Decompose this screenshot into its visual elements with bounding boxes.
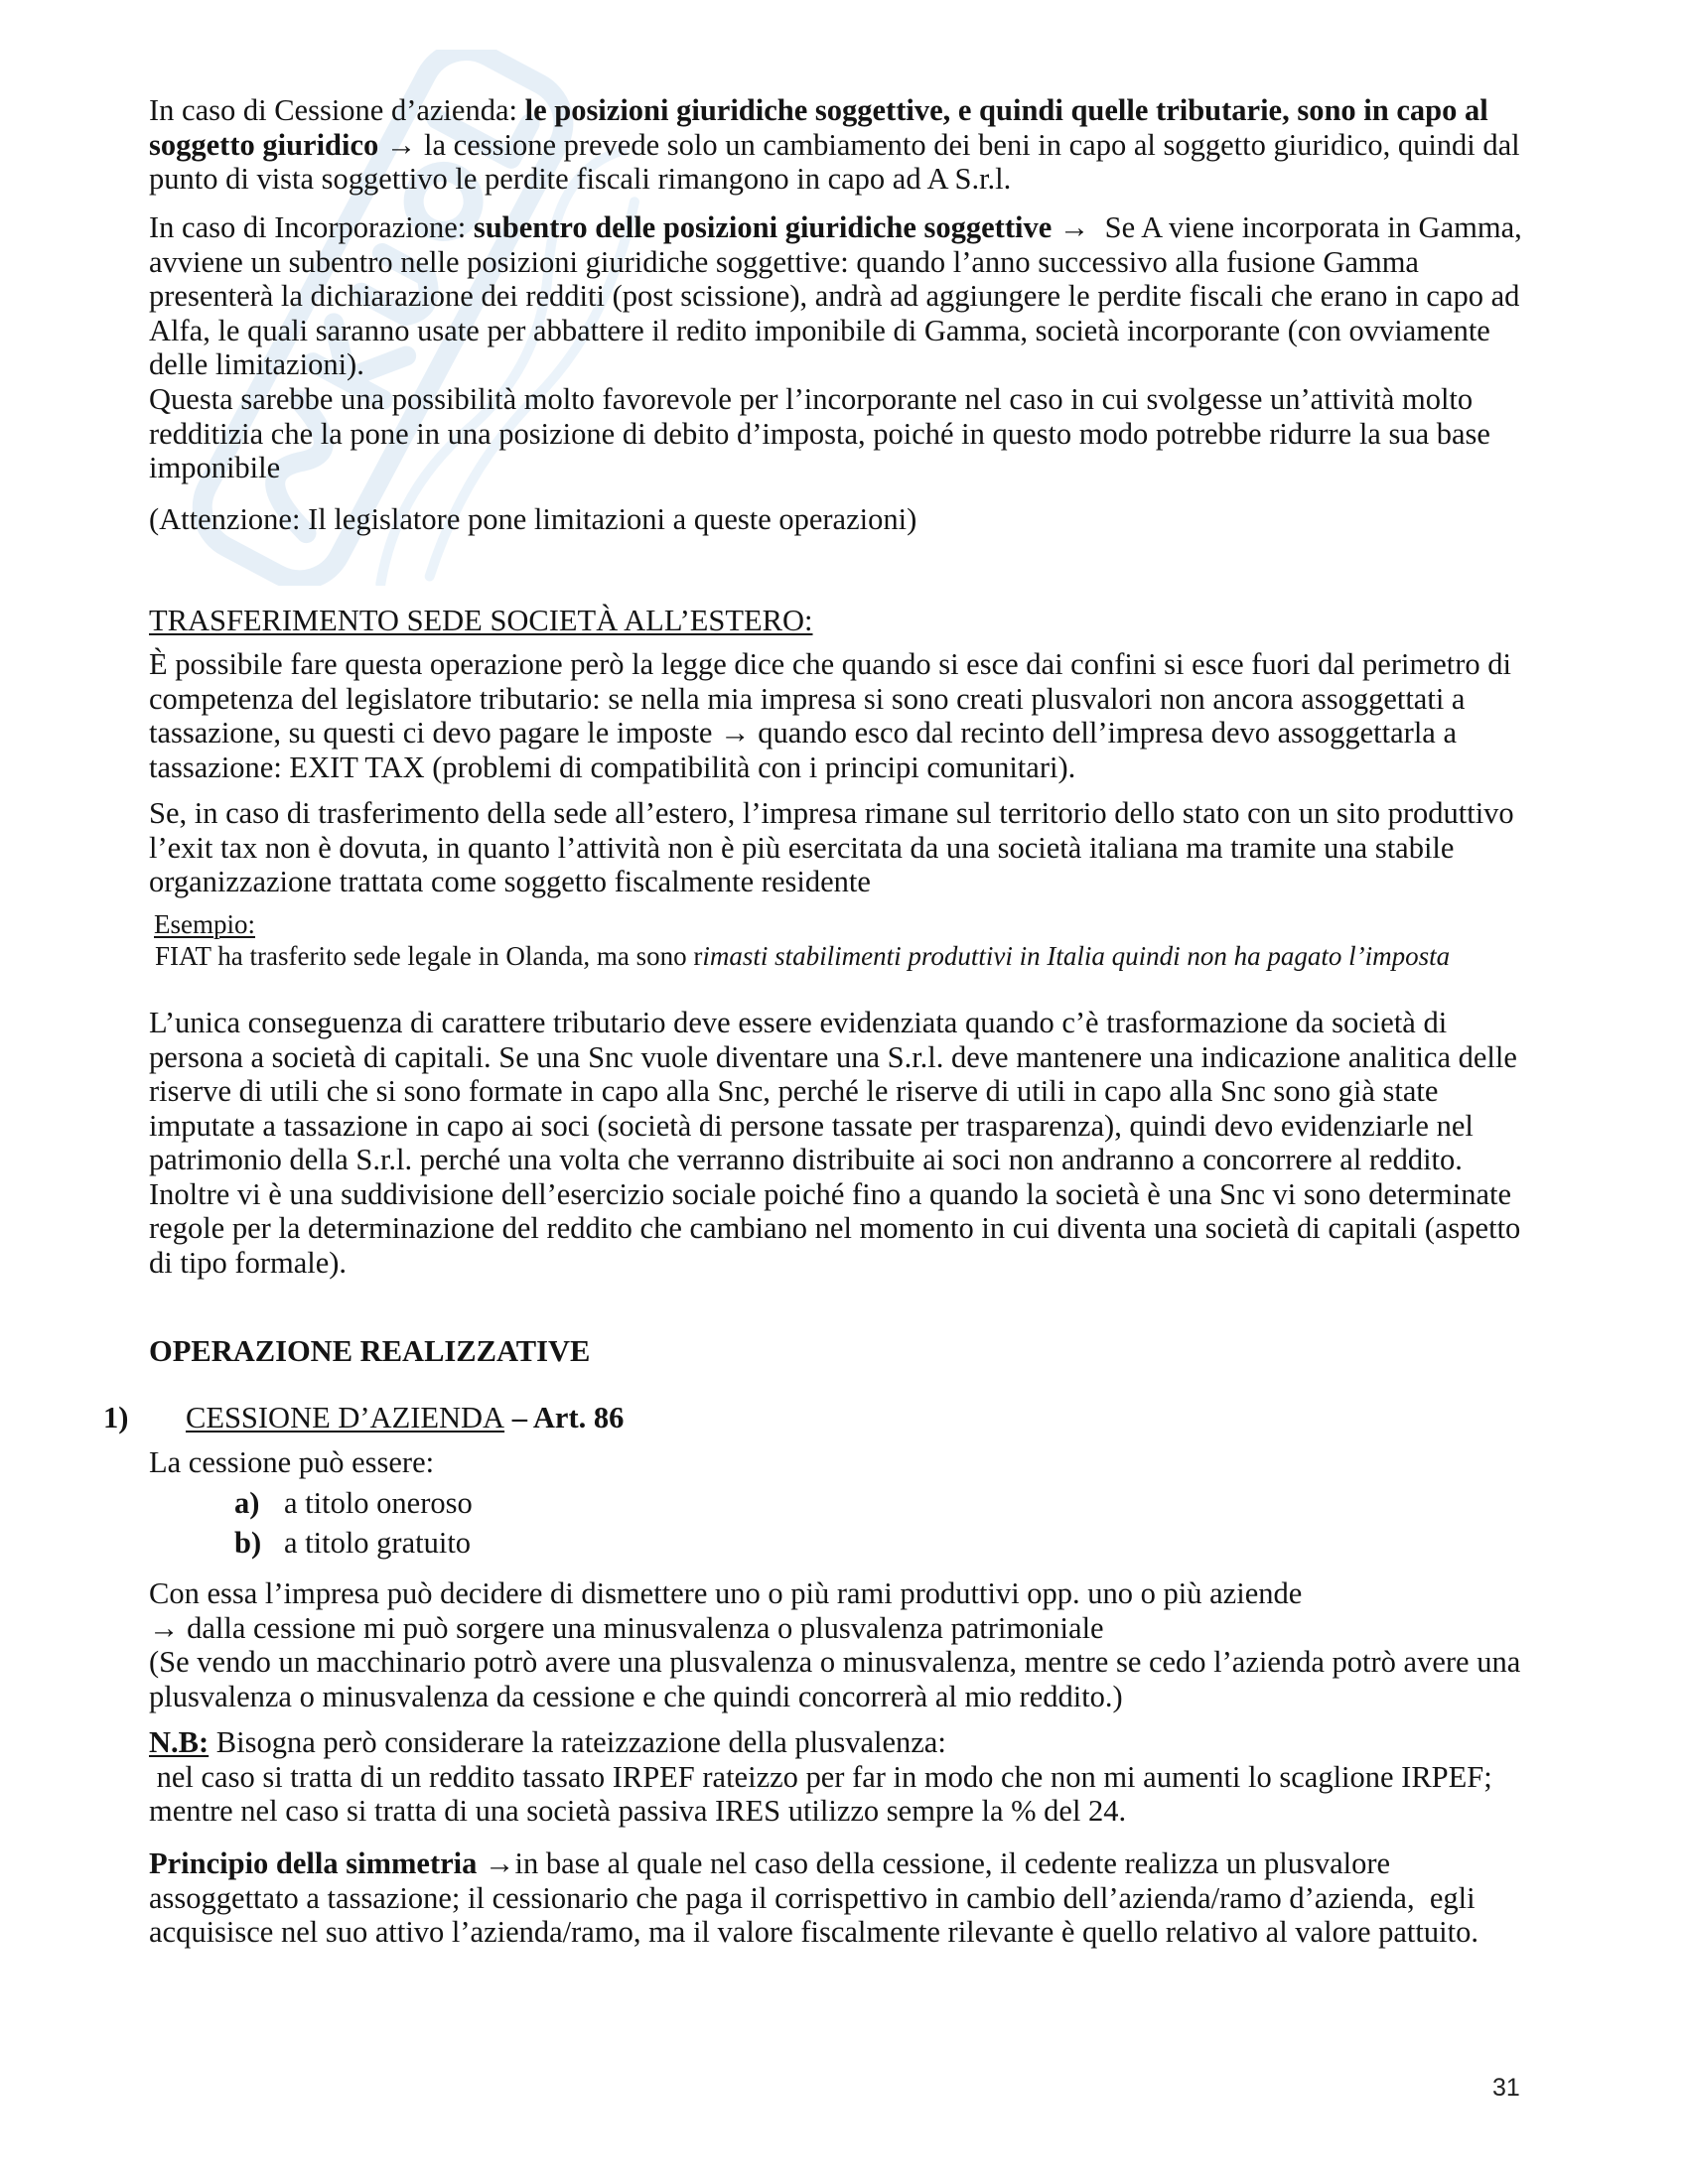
text-run: FIAT ha trasferito sede legale in Olanda, ma sono r xyxy=(155,941,703,971)
text-run: l’exit tax non è dovuta, in quanto l’attività non è più esercitata da una società italiana ma tramite una stabile xyxy=(149,830,1455,865)
section-number xyxy=(103,1401,128,1435)
text-line xyxy=(103,1401,128,1435)
bold-text-run: Principio della simmetria xyxy=(149,1846,478,1880)
nb-label: N.B: xyxy=(149,1725,210,1759)
text-run: tassazione: EXIT TAX (problemi di compatibilità con i principi comunitari). xyxy=(149,750,1076,784)
text-run: patrimonio della S.r.l. perché una volta che verranno distribuite ai soci non andranno a concorrere al reddito. xyxy=(149,1143,1463,1176)
text-line xyxy=(149,1006,1520,1040)
text-line xyxy=(155,940,1450,972)
text-line xyxy=(186,1401,624,1435)
text-run: competenza del legislatore tributario: se nella mia impresa si sono creati plusvalori non ancora assoggettati a xyxy=(149,681,1466,716)
paragraph-trasformazione xyxy=(149,1006,1520,1280)
text-run: → la cessione prevede solo un cambiamento dei beni in capo al soggetto giuridico, quindi dal xyxy=(378,127,1520,162)
text-run: acquisisce nel suo attivo l’azienda/ramo, ma il valore fiscalmente rilevante è quello relativo al valore pattuito. xyxy=(149,1915,1478,1949)
text-line xyxy=(149,210,1522,245)
text-line xyxy=(149,716,1511,751)
text-line xyxy=(149,279,1522,314)
paragraph-attenzione xyxy=(149,502,916,537)
text-line xyxy=(149,1611,1520,1646)
underlined-heading-text: TRASFERIMENTO SEDE SOCIETÀ ALL’ESTERO: xyxy=(149,604,813,637)
paragraph-principio-simmetria xyxy=(149,1846,1478,1950)
heading-trasferimento-sede xyxy=(149,604,813,638)
paragraph-vantaggio xyxy=(149,382,1490,485)
text-run: → Se A viene incorporata in Gamma, xyxy=(1052,210,1522,244)
text-line xyxy=(149,647,1511,682)
text-line xyxy=(149,347,1522,382)
text-run: tassazione, su questi ci devo pagare le imposte → quando esco dal recinto dell’impresa devo assoggettarla a xyxy=(149,716,1457,750)
text-line xyxy=(149,245,1522,280)
bold-text-run: subentro delle posizioni giuridiche soggettive xyxy=(473,210,1053,244)
section-title-cessione xyxy=(186,1401,624,1435)
text-line xyxy=(149,1334,590,1369)
text-line xyxy=(149,831,1514,866)
text-line xyxy=(149,604,813,638)
text-line xyxy=(149,1846,1478,1881)
text-line xyxy=(284,1526,471,1561)
italic-text-run: imasti stabilimenti produttivi in Italia quindi non ha pagato l’imposta xyxy=(702,941,1451,971)
text-run: Bisogna però considerare la rateizzazione della plusvalenza: xyxy=(209,1725,946,1759)
text-line xyxy=(149,314,1522,348)
text-run: punto di vista soggettivo le perdite fiscali rimangono in capo ad A S.r.l. xyxy=(149,162,1012,196)
text-run: mentre nel caso si tratta di una società passiva IRES utilizzo sempre la % del 24. xyxy=(149,1794,1127,1828)
underlined-title-text: CESSIONE D’AZIENDA xyxy=(186,1401,505,1434)
text-run: Questa sarebbe una possibilità molto favorevole per l’incorporante nel caso in cui svolgesse un’attività molto xyxy=(149,382,1474,416)
paragraph-incorporazione xyxy=(149,210,1522,382)
text-line xyxy=(149,382,1490,417)
text-run: La cessione può essere: xyxy=(149,1445,435,1479)
text-line xyxy=(149,682,1511,717)
list-number: 1) xyxy=(103,1401,129,1434)
text-line xyxy=(149,1881,1478,1916)
text-run: In caso di Incorporazione: xyxy=(149,210,474,244)
list-item-a-marker xyxy=(234,1486,259,1521)
esempio-label-block xyxy=(154,908,255,940)
text-line xyxy=(149,1645,1520,1680)
text-run: persona a società di capitali. Se una Snc vuole diventare una S.r.l. deve mantenere una indicazione analitica delle xyxy=(149,1039,1517,1074)
text-run: regole per la determinazione del reddito che cambiano nel momento in cui diventa una società di capitali (aspetto xyxy=(149,1211,1521,1245)
text-run: di tipo formale). xyxy=(149,1245,348,1280)
text-line xyxy=(149,1445,434,1480)
text-line xyxy=(149,1109,1520,1144)
text-line xyxy=(149,1211,1520,1246)
paragraph-cessione-azienda xyxy=(149,93,1520,197)
bold-text-run: – Art. 86 xyxy=(504,1401,625,1434)
text-line xyxy=(149,796,1514,831)
esempio-label: Esempio: xyxy=(154,909,255,939)
list-marker: b) xyxy=(234,1526,262,1560)
text-run: riserve di utili che si sono formate in capo alla Snc, perché le riserve di utili in capo alla Snc sono già state xyxy=(149,1074,1439,1108)
text-line xyxy=(149,1760,1492,1795)
text-run: (Attenzione: Il legislatore pone limitazioni a queste operazioni) xyxy=(149,502,917,536)
text-line xyxy=(149,1143,1520,1177)
text-run: redditizia che la pone in una posizione di debito d’imposta, poiché in questo modo potrebbe ridurre la sua base xyxy=(149,416,1490,451)
paragraph-exit-tax xyxy=(149,647,1511,784)
text-run: Inoltre vi è una suddivisione dell’esercizio sociale poiché fino a quando la società è una Snc vi sono determinate xyxy=(149,1176,1512,1211)
text-line xyxy=(149,1680,1520,1714)
page-number: 31 xyxy=(1492,2074,1520,2102)
text-line xyxy=(149,865,1514,899)
text-line xyxy=(149,162,1520,197)
text-line xyxy=(234,1486,259,1521)
text-line xyxy=(149,1074,1520,1109)
text-line xyxy=(149,1915,1478,1950)
text-run: È possibile fare questa operazione però la legge dice che quando si esce dai confini si esce fuori dal perimetro di xyxy=(149,647,1511,681)
text-line xyxy=(149,1177,1520,1212)
text-run: imputate a tassazione in capo ai soci (società di persone tassate per trasparenza), quindi devo evidenziarle nel xyxy=(149,1108,1474,1143)
text-line xyxy=(234,1526,261,1561)
list-item-b-marker xyxy=(234,1526,261,1561)
text-line xyxy=(284,1486,473,1521)
text-line xyxy=(149,1794,1492,1829)
text-line xyxy=(149,128,1520,163)
list-item-b xyxy=(284,1526,471,1561)
list-item-text: a titolo gratuito xyxy=(284,1526,472,1560)
bold-text-run: le posizioni giuridiche soggettive, e quindi quelle tributarie, sono in capo al xyxy=(524,93,1488,127)
text-run: Se, in caso di trasferimento della sede all’estero, l’impresa rimane sul territorio dello stato con un sito produttivo xyxy=(149,796,1514,830)
text-run: avviene un subentro nelle posizioni giuridiche soggettive: quando l’anno successivo alla fusione Gamma xyxy=(149,244,1419,279)
text-run: Alfa, le quali saranno usate per abbattere il redito imponibile di Gamma, società incorporante (con ovviamente xyxy=(149,313,1490,347)
text-run: In caso di Cessione d’azienda: xyxy=(149,93,525,127)
text-run: organizzazione trattata come soggetto fiscalmente residente xyxy=(149,865,871,898)
text-line xyxy=(149,751,1511,785)
text-run: plusvalenza o minusvalenza da cessione e che quindi concorrerà al mio reddito.) xyxy=(149,1679,1123,1713)
list-marker: a) xyxy=(234,1486,260,1520)
paragraph-stabile-organizzazione xyxy=(149,796,1514,899)
text-line xyxy=(149,1040,1520,1075)
list-item-a xyxy=(284,1486,473,1521)
heading-operazione-realizzative xyxy=(149,1334,590,1369)
bold-heading-text: OPERAZIONE REALIZZATIVE xyxy=(149,1334,591,1368)
text-run: → dalla cessione mi può sorgere una minusvalenza o plusvalenza patrimoniale xyxy=(149,1610,1104,1645)
paragraph-dismissione xyxy=(149,1576,1520,1713)
text-run: imponibile xyxy=(149,451,281,484)
text-run: delle limitazioni). xyxy=(149,347,364,381)
text-line xyxy=(149,1576,1520,1611)
text-line xyxy=(149,451,1490,485)
text-run: nel caso si tratta di un reddito tassato IRPEF rateizzo per far in modo che non mi aumenti lo scaglione IRPEF; xyxy=(149,1759,1492,1794)
text-run: L’unica conseguenza di carattere tributario deve essere evidenziata quando c’è trasformazione da società di xyxy=(149,1006,1448,1039)
text-run: presenterà la dichiarazione dei redditi (post scissione), andrà ad aggiungere le perdite fiscali che erano in capo ad xyxy=(149,279,1520,313)
text-line xyxy=(149,93,1520,128)
list-item-text: a titolo oneroso xyxy=(284,1486,473,1520)
text-run: (Se vendo un macchinario potrò avere una plusvalenza o minusvalenza, mentre se cedo l’azienda potrò avere una xyxy=(149,1645,1521,1679)
text-line xyxy=(149,417,1490,452)
text-line xyxy=(154,908,255,940)
esempio-text-block xyxy=(155,940,1450,972)
bold-text-run: soggetto giuridico xyxy=(149,127,379,162)
paragraph-nota-bene xyxy=(149,1725,1492,1829)
text-run: →in base al quale nel caso della cessione, il cedente realizza un plusvalore xyxy=(477,1846,1391,1880)
text-run: Con essa l’impresa può decidere di dismettere uno o più rami produttivi opp. uno o più aziende xyxy=(149,1576,1303,1610)
paragraph-cessione-intro xyxy=(149,1445,434,1480)
text-run: assoggettato a tassazione; il cessionario che paga il corrispettivo in cambio dell’azienda/ramo d’azienda, egli xyxy=(149,1880,1476,1915)
text-line xyxy=(149,502,916,537)
text-line xyxy=(149,1725,1492,1760)
text-line xyxy=(149,1246,1520,1281)
